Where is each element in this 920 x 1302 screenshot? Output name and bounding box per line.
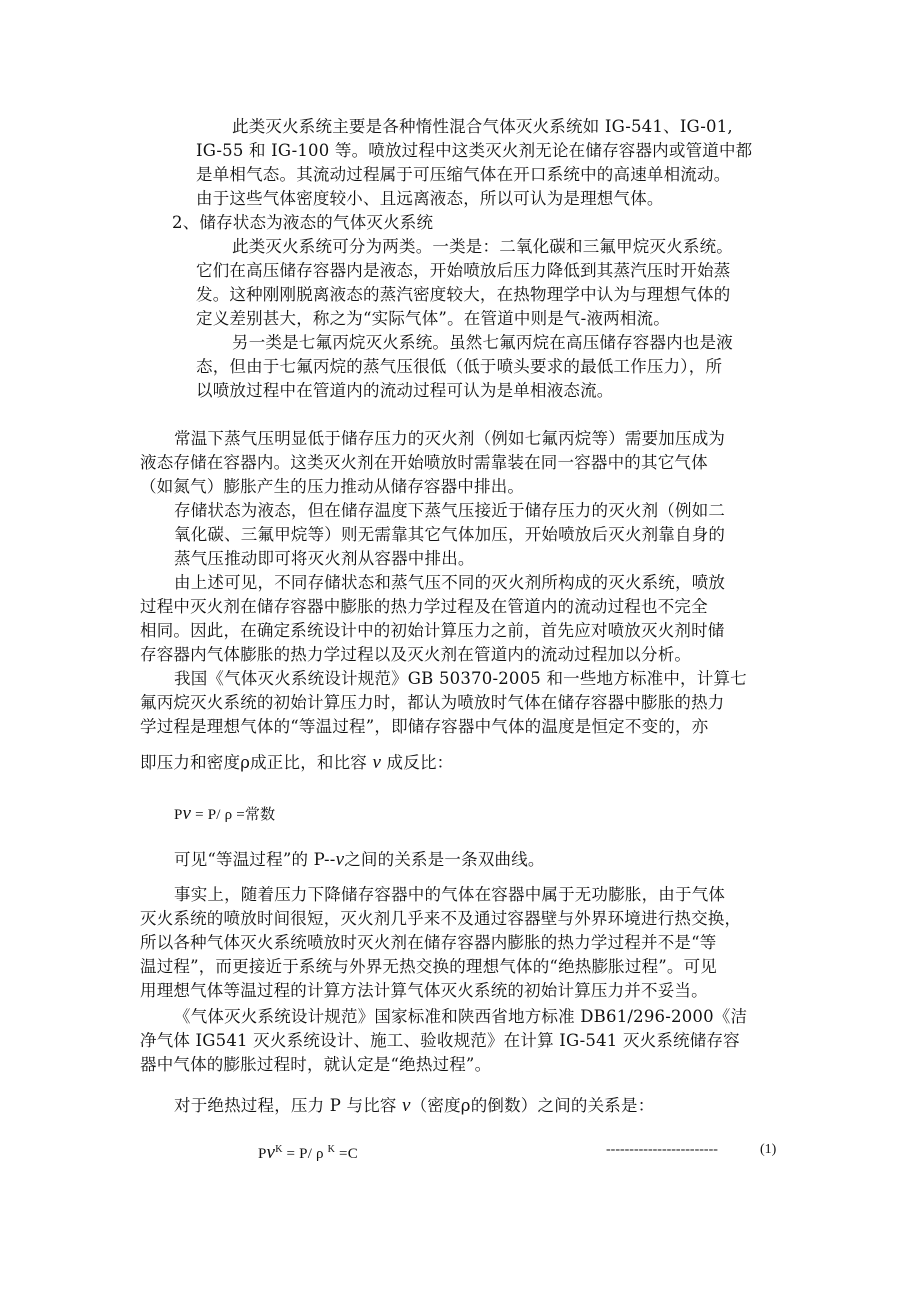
text-line: 以喷放过程中在管道内的流动过程可认为是单相液态流。 <box>196 381 614 400</box>
text-line: 蒸气压推动即可将灭火剂从容器中排出。 <box>174 549 475 568</box>
text-line: 净气体 IG541 灭火系统设计、施工、验收规范》在计算 IG-541 灭火系统储存容 <box>140 1031 740 1050</box>
text-line: 《气体灭火系统设计规范》国家标准和陕西省地方标准 DB61/296-2000《洁 <box>174 1007 748 1026</box>
text-line: 器中气体的膨胀过程时，就认定是“绝热过程”。 <box>140 1055 492 1074</box>
equation-p: P <box>258 1146 267 1162</box>
equation-mid: = P/ ρ <box>282 1146 328 1162</box>
text-line: 它们在高压储存容器内是液态，开始喷放后压力降低到其蒸汽压时开始蒸 <box>196 261 731 280</box>
text-fragment: 可见“等温过程”的 P-- <box>174 850 336 869</box>
text-line: 温过程”，而更接近于系统与外界无热交换的理想气体的“绝热膨胀过程”。可见 <box>140 957 718 976</box>
text-line: 态，但由于七氟丙烷的蒸气压很低（低于喷头要求的最低工作压力），所 <box>196 357 723 376</box>
equation-p: P <box>174 807 183 823</box>
equation-adiabatic <box>258 1138 358 1166</box>
text-line <box>174 1094 654 1118</box>
text-line: 此类灭火系统主要是各种惰性混合气体灭火系统如 IG-541、IG-01, <box>232 117 733 136</box>
text-line: IG-55 和 IG-100 等。喷放过程中这类灭火剂无论在储存容器内或管道中都 <box>196 141 753 160</box>
text-fragment: （密度ρ的倒数）之间的关系是： <box>410 1096 655 1115</box>
text-line: （如氮气）膨胀产生的压力推动从储存容器中排出。 <box>140 477 525 496</box>
text-line: 常温下蒸气压明显低于储存压力的灭火剂（例如七氟丙烷等）需要加压成为 <box>174 429 726 448</box>
equation-rest: = P/ ρ =常数 <box>191 807 276 823</box>
text-line <box>140 751 453 775</box>
text-line: 过程中灭火剂在储存容器中膨胀的热力学过程及在管道内的流动过程也不完全 <box>140 597 708 616</box>
specific-volume-symbol: v <box>266 1142 276 1163</box>
text-line: 是单相气态。其流动过程属于可压缩气体在开口系统中的高速单相流动。 <box>196 165 731 184</box>
text-line: 事实上，随着压力下降储存容器中的气体在容器中属于无功膨胀，由于气体 <box>174 885 726 904</box>
text-fragment: 即压力和密度ρ成正比，和比容 <box>140 753 373 772</box>
equation-end: =C <box>335 1146 358 1162</box>
text-fragment: 对于绝热过程，压力 P 与比容 <box>174 1096 403 1115</box>
text-line: 存储状态为液态，但在储存温度下蒸气压接近于储存压力的灭火剂（例如二 <box>174 501 726 520</box>
text-line: 相同。因此，在确定系统设计中的初始计算压力之前，首先应对喷放灭火剂时储 <box>140 621 725 640</box>
text-line: 氟丙烷灭火系统的初始计算压力时，都认为喷放时气体在储存容器中膨胀的热力 <box>140 693 725 712</box>
equation-leader: ------------------------ <box>606 1142 718 1157</box>
text-line <box>174 848 545 872</box>
text-line: 学过程是理想气体的“等温过程”，即储存容器中气体的温度是恒定不变的，亦 <box>140 717 709 736</box>
text-line: 此类灭火系统可分为两类。一类是：二氧化碳和三氟甲烷灭火系统。 <box>232 237 733 256</box>
exponent-k: K <box>327 1144 336 1155</box>
text-line: 定义差别甚大，称之为“实际气体”。在管道中则是气-液两相流。 <box>196 309 670 328</box>
text-fragment: 之间的关系是一条双曲线。 <box>344 850 545 869</box>
text-line: 氧化碳、三氟甲烷等）则无需靠其它气体加压，开始喷放后灭火剂靠自身的 <box>174 525 726 544</box>
text-line: 存容器内气体膨胀的热力学过程以及灭火剂在管道内的流动过程加以分析。 <box>140 645 692 664</box>
text-line: 发。这种刚刚脱离液态的蒸汽密度较大，在热物理学中认为与理想气体的 <box>196 285 731 304</box>
equation-isothermal <box>174 802 275 827</box>
specific-volume-symbol: v <box>182 803 192 824</box>
specific-volume-symbol: v <box>372 752 382 773</box>
section-heading: 2、储存状态为液态的气体灭火系统 <box>172 213 434 232</box>
text-line: 我国《气体灭火系统设计规范》GB 50370-2005 和一些地方标准中，计算七 <box>174 669 747 688</box>
text-fragment: 成反比： <box>381 753 454 772</box>
text-line: 由于这些气体密度较小、且远离液态，所以可认为是理想气体。 <box>196 189 664 208</box>
text-line: 用理想气体等温过程的计算方法计算气体灭火系统的初始计算压力并不妥当。 <box>140 981 708 1000</box>
text-line: 液态存储在容器内。这类灭火剂在开始喷放时需靠装在同一容器中的其它气体 <box>140 453 708 472</box>
text-line: 灭火系统的喷放时间很短，灭火剂几乎来不及通过容器壁与外界环境进行热交换， <box>140 909 742 928</box>
text-line: 由上述可见，不同存储状态和蒸气压不同的灭火剂所构成的灭火系统，喷放 <box>174 573 726 592</box>
exponent-k: K <box>275 1144 283 1155</box>
equation-number: (1) <box>760 1142 777 1157</box>
specific-volume-symbol: v <box>402 1095 411 1116</box>
text-line: 另一类是七氟丙烷灭火系统。虽然七氟丙烷在高压储存容器内也是液 <box>232 333 733 352</box>
specific-volume-symbol: v <box>335 849 345 870</box>
text-line: 所以各种气体灭火系统喷放时灭火剂在储存容器内膨胀的热力学过程并不是“等 <box>140 933 717 952</box>
